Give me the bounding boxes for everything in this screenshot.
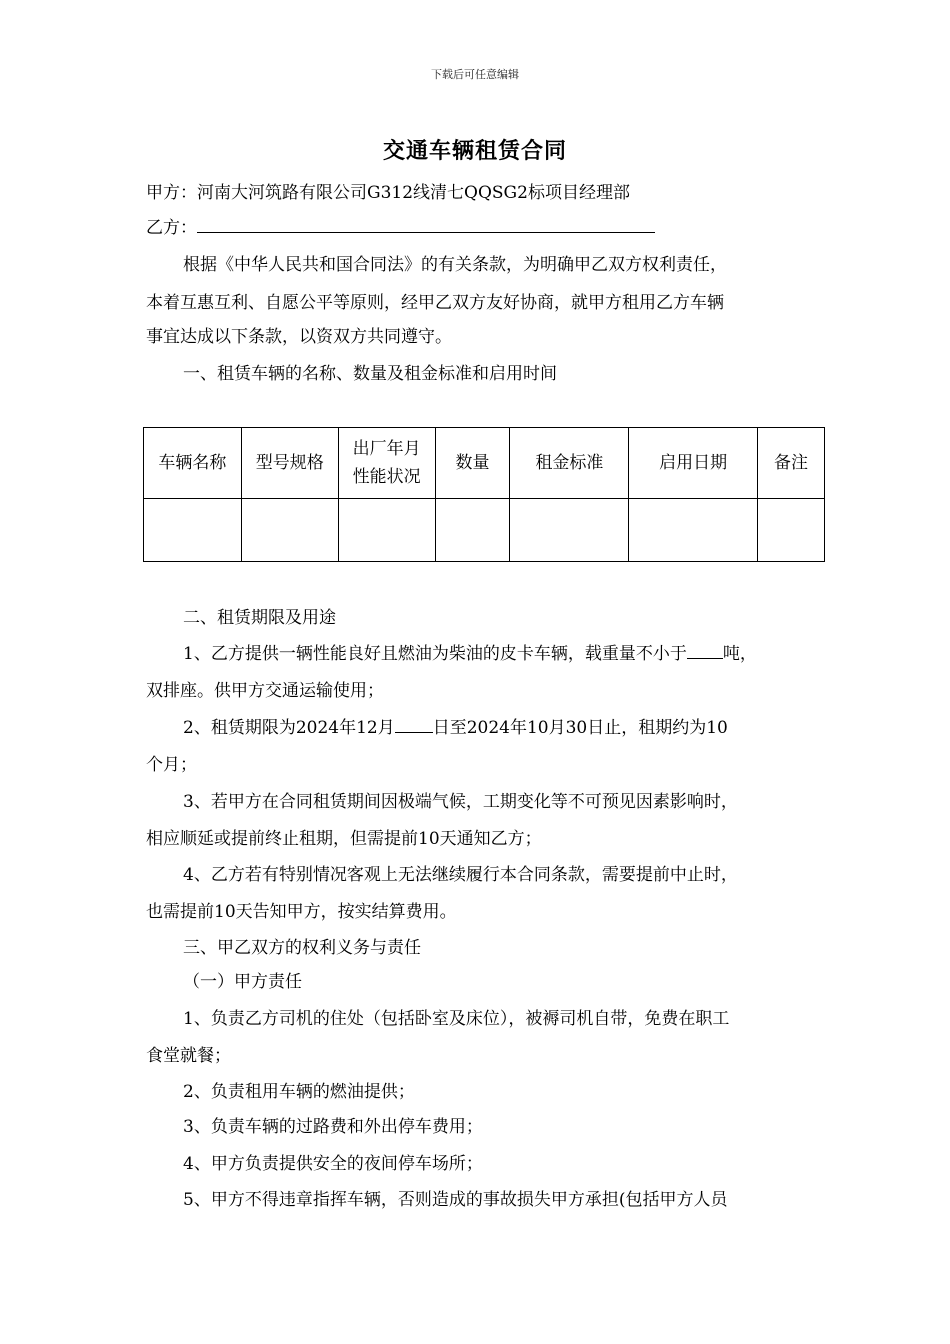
table-cell	[144, 499, 242, 562]
section2-heading: 二、租赁期限及用途	[183, 608, 336, 628]
col-vehicle-name: 车辆名称	[144, 428, 242, 499]
table-cell	[510, 499, 629, 562]
table-header-row	[144, 428, 825, 499]
party-b-label: 乙方：	[146, 218, 197, 238]
section3-heading: 三、甲乙双方的权利义务与责任	[183, 938, 421, 958]
s2-item2-text-a: 2、租赁期限为2024年12月	[183, 718, 395, 738]
subsection-party-a: （一）甲方责任	[183, 972, 302, 992]
intro-line-1: 根据《中华人民共和国合同法》的有关条款，为明确甲乙双方权利责任，	[183, 255, 727, 275]
s2-item3-line2: 相应顺延或提前终止租期，但需提前10天通知乙方；	[146, 829, 542, 849]
s3-item5: 5、甲方不得违章指挥车辆，否则造成的事故损失甲方承担(包括甲方人员	[183, 1190, 728, 1210]
s2-item2-line2: 个月；	[146, 755, 197, 775]
intro-line-2: 本着互惠互利、自愿公平等原则，经甲乙双方友好协商，就甲方租用乙方车辆	[146, 293, 724, 313]
s2-item1-line1	[183, 639, 757, 664]
table-cell	[758, 499, 825, 562]
s2-item1-text-a: 1、乙方提供一辆性能良好且燃油为柴油的皮卡车辆，载重量不小于	[183, 644, 687, 664]
header-note: 下载后可任意编辑	[431, 68, 519, 81]
table-cell	[629, 499, 758, 562]
rental-vehicle-table	[143, 427, 825, 562]
col-rent-standard: 租金标准	[510, 428, 629, 499]
contract-title: 交通车辆租赁合同	[382, 138, 567, 164]
col-manufacture-date: 出厂年月	[352, 439, 421, 459]
col-start-date: 启用日期	[629, 428, 758, 499]
s3-item1-line2: 食堂就餐；	[146, 1046, 231, 1066]
col-remarks: 备注	[758, 428, 825, 499]
table-cell	[435, 499, 510, 562]
s2-item3-line1: 3、若甲方在合同租赁期间因极端气候，工期变化等不可预见因素影响时，	[183, 792, 738, 812]
col-performance-condition: 性能状况	[352, 467, 421, 487]
col-quantity: 数量	[435, 428, 510, 499]
section1-heading: 一、租赁车辆的名称、数量及租金标准和启用时间	[183, 364, 557, 384]
s2-item2-text-b: 日至2024年10月30日止，租期约为10	[432, 718, 728, 738]
s3-item2: 2、负责租用车辆的燃油提供；	[183, 1082, 415, 1102]
col-manufacture-condition	[338, 428, 435, 499]
s3-item3: 3、负责车辆的过路费和外出停车费用；	[183, 1117, 483, 1137]
tonnage-blank	[687, 641, 723, 659]
s3-item4: 4、甲方负责提供安全的夜间停车场所；	[183, 1154, 483, 1174]
table-cell	[241, 499, 338, 562]
s2-item2-line1	[183, 713, 728, 738]
party-b-blank	[197, 215, 655, 233]
col-model-spec: 型号规格	[241, 428, 338, 499]
s2-item4-line2: 也需提前10天告知甲方，按实结算费用。	[146, 902, 457, 922]
intro-line-3: 事宜达成以下条款，以资双方共同遵守。	[146, 327, 452, 347]
table-cell	[338, 499, 435, 562]
table-row	[144, 499, 825, 562]
s2-item1-text-b: 吨，	[722, 644, 757, 664]
party-b-line	[146, 213, 655, 238]
s2-item4-line1: 4、乙方若有特别情况客观上无法继续履行本合同条款，需要提前中止时，	[183, 865, 738, 885]
day-blank	[395, 715, 433, 733]
s2-item1-line2: 双排座。供甲方交通运输使用；	[146, 681, 384, 701]
s3-item1-line1: 1、负责乙方司机的住处（包括卧室及床位），被褥司机自带，免费在职工	[183, 1009, 730, 1029]
party-a-line: 甲方：河南大河筑路有限公司G312线清七QQSG2标项目经理部	[146, 183, 630, 203]
